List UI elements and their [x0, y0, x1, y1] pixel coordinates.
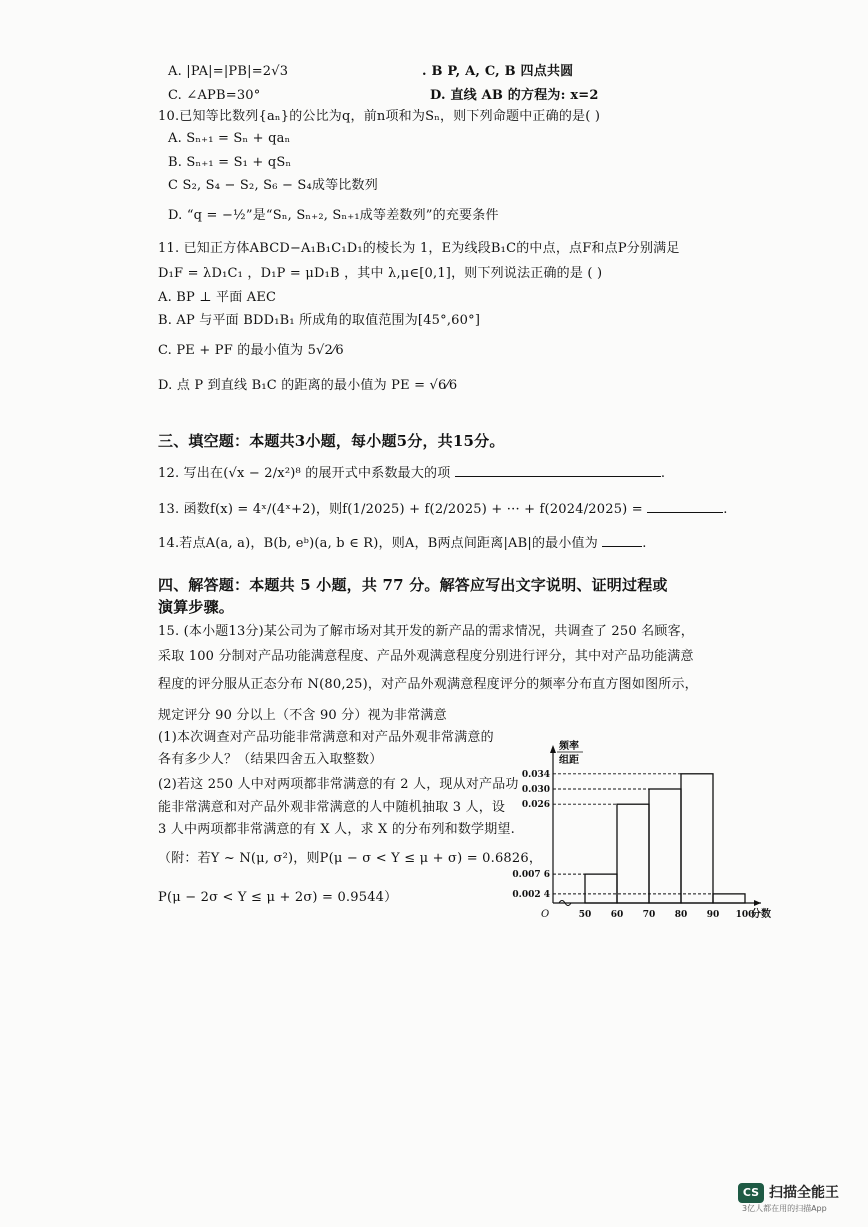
q10-option-b: B. Sₙ₊₁ = S₁ + qSₙ [168, 155, 292, 170]
q13-end: . [723, 502, 728, 517]
histogram-bar [617, 804, 649, 903]
camscanner-logo-icon: CS [738, 1183, 764, 1203]
q11-option-c: C. PE + PF 的最小值为 5√2⁄6 [158, 343, 344, 358]
q9-option-c: C. ∠APB=30° [168, 88, 261, 103]
q9-option-d: D. 直线 AB 的方程为: x=2 [430, 88, 599, 103]
q15-line6: 各有多少人？（结果四舍五入取整数） [158, 752, 383, 767]
q13-text [158, 502, 728, 518]
q15-line8: 能非常满意和对产品外观非常满意的人中随机抽取 3 人，设 [158, 800, 506, 815]
q15-line5: (1)本次调查对产品功能非常满意和对产品外观非常满意的 [158, 730, 494, 745]
q14-text [158, 536, 647, 552]
x-tick-label: 90 [706, 910, 720, 920]
q12-text [158, 466, 665, 482]
histogram-bar [649, 789, 681, 903]
q11-stem-line1: 11. 已知正方体ABCD−A₁B₁C₁D₁的棱长为 1，E为线段B₁C的中点，点F和点P分别满足 [158, 241, 680, 256]
q15-line10: （附：若Y ~ N(μ, σ²)，则P(μ − σ < Y ≤ μ + σ) = 0.6826， [158, 851, 543, 866]
q15-line9: 3 人中两项都非常满意的有 X 人，求 X 的分布列和数学期望. [158, 822, 515, 837]
y-axis-arrow [550, 745, 556, 753]
x-tick-label: 50 [578, 910, 592, 920]
q15-line11: P(μ − 2σ < Y ≤ μ + 2σ) = 0.9544） [158, 890, 398, 905]
x-tick-label: 100 [735, 910, 755, 920]
y-axis-label-top: 频率 [559, 741, 579, 752]
section4-title-line2: 演算步骤。 [158, 598, 235, 616]
q10-option-d: D. “q = −½”是“Sₙ, Sₙ₊₂, Sₙ₊₁成等差数列”的充要条件 [168, 208, 499, 223]
q12-answer-blank[interactable] [455, 466, 661, 477]
section4-title-line1: 四、解答题：本题共 5 小题，共 77 分。解答应写出文字说明、证明过程或 [158, 576, 668, 594]
q15-line3: 程度的评分服从正态分布 N(80,25)，对产品外观满意程度评分的频率分布直方图如图所示， [158, 677, 698, 692]
q13-answer-blank[interactable] [647, 502, 723, 513]
q14-answer-blank[interactable] [602, 536, 642, 547]
x-axis-arrow [754, 900, 761, 906]
q12-end: . [660, 466, 666, 481]
section3-title: 三、填空题：本题共3小题，每小题5分，共15分。 [158, 432, 505, 450]
q14-end: . [642, 536, 647, 551]
histogram-bar [585, 874, 617, 903]
q15-line7: (2)若这 250 人中对两项都非常满意的有 2 人，现从对产品功 [158, 777, 519, 792]
q9-option-a: A. |PA|=|PB|=2√3 [168, 64, 289, 79]
q15-line1: 15. (本小题13分)某公司为了解市场对其开发的新产品的需求情况，共调查了 250 名顾客， [158, 624, 694, 639]
watermark-app-name: 扫描全能王 [769, 1185, 839, 1201]
q15-line4: 规定评分 90 分以上（不含 90 分）视为非常满意 [158, 708, 447, 723]
x-tick-label: 60 [610, 910, 624, 920]
histogram-bar [681, 774, 713, 903]
q11-stem-line2: D₁F = λD₁C₁ ，D₁P = μD₁B ，其中 λ,μ∈[0,1]，则下列说法正确的是 ( ) [158, 266, 603, 281]
x-tick-label: 70 [642, 910, 656, 920]
q9-option-b: . B P, A, C, B 四点共圆 [422, 64, 574, 79]
q10-option-a: A. Sₙ₊₁ = Sₙ + qaₙ [168, 131, 291, 146]
q12-stem: 12. 写出在(√x − 2/x²)⁸ 的展开式中系数最大的项 [158, 466, 451, 481]
x-tick-label: 80 [674, 910, 688, 920]
y-tick-label: 0.002 4 [512, 889, 550, 900]
q11-option-b: B. AP 与平面 BDD₁B₁ 所成角的取值范围为[45°,60°] [158, 313, 481, 328]
x-axis-label: 分数 [751, 909, 771, 920]
q11-option-a: A. BP ⊥ 平面 AEC [158, 290, 277, 305]
frequency-histogram [505, 735, 771, 930]
q10-option-c: C S₂, S₄ − S₂, S₆ − S₄成等比数列 [168, 178, 378, 193]
y-axis-label-bottom: 组距 [559, 755, 579, 766]
scanner-watermark [738, 1181, 848, 1215]
y-tick-label: 0.030 [521, 785, 550, 795]
y-tick-label: 0.034 [521, 769, 550, 780]
q10-stem: 10.已知等比数列{aₙ}的公比为q，前n项和为Sₙ，则下列命题中正确的是( ) [158, 109, 601, 124]
q13-stem: 13. 函数f(x) = 4ˣ/(4ˣ+2)，则f(1/2025) + f(2/2025) + ··· + f(2024/2025) = [158, 502, 643, 517]
watermark-tagline: 3亿人都在用的扫描App [742, 1204, 827, 1213]
origin-label: O [541, 909, 550, 920]
histogram-bar [713, 894, 745, 903]
y-tick-label: 0.007 6 [512, 870, 550, 881]
q11-option-d: D. 点 P 到直线 B₁C 的距离的最小值为 PE = √6⁄6 [158, 378, 458, 393]
y-tick-label: 0.026 [521, 800, 550, 811]
q15-line2: 采取 100 分制对产品功能满意程度、产品外观满意程度分别进行评分，其中对产品功能满意 [158, 649, 694, 664]
q14-stem: 14.若点A(a, a)，B(b, eᵇ)(a, b ∈ R)，则A，B两点间距离|AB|的最小值为 [158, 536, 598, 551]
